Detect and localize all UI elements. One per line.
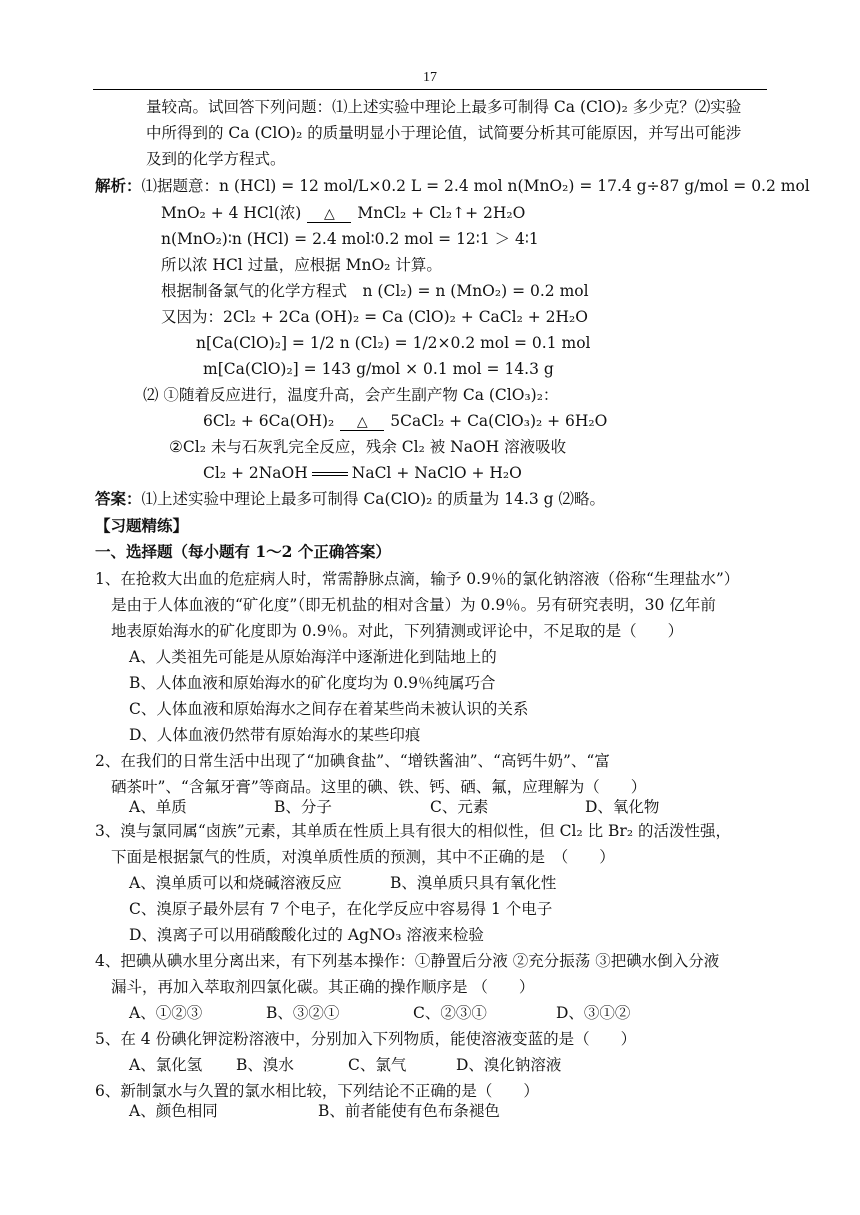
intro-line-1: 量较高。试回答下列问题：⑴上述实验中理论上最多可制得 Ca (ClO)₂ 多少克？⑵实验 [146, 98, 742, 116]
q1-stem-line-3: 地表原始海水的矿化度即为 0.9％。对此，下列猜测或评论中，不足取的是（ ） [111, 622, 684, 640]
heat-triangle-icon: △ [356, 414, 368, 430]
analysis-line-1 [95, 176, 810, 196]
section-title: 【习题精练】 [95, 516, 189, 535]
q1-stem-line-1: 1、在抢救大出血的危症病人时，常需静脉点滴，输予 0.9％的氯化钠溶液（俗称“生理盐水”） [95, 570, 740, 588]
q4-option-b: B、③②① [266, 1004, 340, 1022]
q3-option-a: A、溴单质可以和烧碱溶液反应 [129, 874, 342, 892]
q6-stem-line-1: 6、新制氯水与久置的氯水相比较，下列结论不正确的是（ ） [95, 1082, 539, 1100]
q1-option-c: C、人体血液和原始海水之间存在着某些尚未被认识的关系 [129, 700, 529, 718]
reaction-equation-2 [203, 411, 607, 431]
q2-option-b: B、分子 [274, 798, 332, 816]
analysis-label: 解析： [95, 176, 142, 195]
q5-option-a: A、氯化氢 [129, 1056, 203, 1074]
intro-line-3: 及到的化学方程式。 [146, 150, 286, 168]
reaction-equation-3 [203, 463, 522, 483]
q1-option-a: A、人类祖先可能是从原始海洋中逐渐进化到陆地上的 [129, 648, 497, 666]
page-number: 17 [423, 70, 437, 85]
q4-stem-line-1: 4、把碘从碘水里分离出来，有下列基本操作：①静置后分液 ②充分振荡 ③把碘水倒入分液 [95, 952, 720, 970]
q4-option-d: D、③①② [556, 1004, 631, 1022]
heat-condition [307, 205, 351, 223]
q3-stem-line-2: 下面是根据氯气的性质，对溴单质性质的预测，其中不正确的是 （ ） [111, 848, 615, 866]
q2-stem-line-2: 硒茶叶”、“含氟牙膏”等商品。这里的碘、铁、钙、硒、氟，应理解为（ ） [111, 778, 647, 796]
q2-option-c: C、元素 [430, 798, 489, 816]
q4-stem-line-2: 漏斗，再加入萃取剂四氯化碳。其正确的操作顺序是 （ ） [111, 978, 535, 996]
q2-option-a: A、单质 [129, 798, 187, 816]
q5-option-d: D、溴化钠溶液 [456, 1056, 562, 1074]
analysis-text-1: ⑴据题意：n (HCl) = 12 mol/L×0.2 L = 2.4 mol n(MnO₂) = 17.4 g÷87 g/mol = 0.2 mol [141, 177, 810, 195]
q5-option-b: B、溴水 [236, 1056, 294, 1074]
answer-label: 答案： [95, 489, 142, 508]
eq1-reactants: MnO₂ + 4 HCl(浓) [161, 204, 302, 222]
answer-line [95, 489, 605, 509]
q6-option-b: B、前者能使有色布条褪色 [318, 1102, 500, 1120]
q1-option-d: D、人体血液仍然带有原始海水的某些印痕 [129, 726, 421, 744]
analysis-line-6: 又因为：2Cl₂ + 2Ca (OH)₂ = Ca (ClO)₂ + CaCl₂ + 2H₂O [161, 308, 588, 326]
q3-option-c: C、溴原子最外层有 7 个电子，在化学反应中容易得 1 个电子 [129, 900, 553, 918]
analysis-line-5: 根据制备氯气的化学方程式 n (Cl₂) = n (MnO₂) = 0.2 mol [161, 282, 589, 300]
q5-stem-line-1: 5、在 4 份碘化钾淀粉溶液中，分别加入下列物质，能使溶液变蓝的是（ ） [95, 1030, 637, 1048]
analysis-line-9: ⑵ ①随着反应进行，温度升高，会产生副产物 Ca (ClO₃)₂： [143, 386, 559, 404]
q2-stem-line-1: 2、在我们的日常生活中出现了“加碘食盐”、“增铁酱油”、“高钙牛奶”、“富 [95, 752, 610, 770]
eq2-reactants: 6Cl₂ + 6Ca(OH)₂ [203, 412, 335, 430]
answer-text: ⑴上述实验中理论上最多可制得 Ca(ClO)₂ 的质量为 14.3 g ⑵略。 [141, 490, 606, 508]
q3-option-d: D、溴离子可以用硝酸酸化过的 AgNO₃ 溶液来检验 [129, 926, 484, 944]
q2-option-d: D、氧化物 [585, 798, 660, 816]
analysis-line-3: n(MnO₂)∶n (HCl) = 2.4 mol∶0.2 mol = 12∶1 ＞ 4∶1 [161, 230, 539, 248]
q4-option-c: C、②③① [413, 1004, 487, 1022]
q1-stem-line-2: 是由于人体血液的“矿化度”（即无机盐的相对含量）为 0.9％。另有研究表明，30 亿年前 [111, 596, 716, 614]
q4-option-a: A、①②③ [129, 1004, 203, 1022]
heat-triangle-icon: △ [323, 206, 335, 222]
intro-line-2: 中所得到的 Ca (ClO)₂ 的质量明显小于理论值，试简要分析其可能原因，并写出可能涉 [146, 124, 742, 142]
heat-condition [340, 413, 384, 431]
subsection-title: 一、选择题（每小题有 1～2 个正确答案） [95, 542, 391, 561]
q5-option-c: C、氯气 [348, 1056, 407, 1074]
q3-option-b: B、溴单质只具有氧化性 [390, 874, 557, 892]
analysis-line-11: ②Cl₂ 未与石灰乳完全反应，残余 Cl₂ 被 NaOH 溶液吸收 [169, 438, 567, 456]
q1-option-b: B、人体血液和原始海水的矿化度均为 0.9％纯属巧合 [129, 674, 496, 692]
header-rule [93, 89, 767, 90]
double-equals-sign [312, 472, 348, 476]
analysis-line-7: n[Ca(ClO)₂] = 1/2 n (Cl₂) = 1/2×0.2 mol = 0.1 mol [196, 334, 591, 352]
eq3-products: NaCl + NaClO + H₂O [351, 464, 522, 482]
analysis-line-8: m[Ca(ClO)₂] = 143 g/mol × 0.1 mol = 14.3 g [203, 360, 554, 378]
eq2-products: 5CaCl₂ + Ca(ClO₃)₂ + 6H₂O [390, 412, 608, 430]
eq3-reactants: Cl₂ + 2NaOH [203, 464, 308, 482]
q6-option-a: A、颜色相同 [129, 1102, 218, 1120]
analysis-line-4: 所以浓 HCl 过量，应根据 MnO₂ 计算。 [161, 256, 442, 274]
reaction-equation-1 [161, 203, 525, 223]
eq1-products: MnCl₂ + Cl₂↑+ 2H₂O [357, 204, 526, 222]
q3-stem-line-1: 3、溴与氯同属“卤族”元素，其单质在性质上具有很大的相似性，但 Cl₂ 比 Br₂ 的活泼性强， [95, 822, 731, 840]
